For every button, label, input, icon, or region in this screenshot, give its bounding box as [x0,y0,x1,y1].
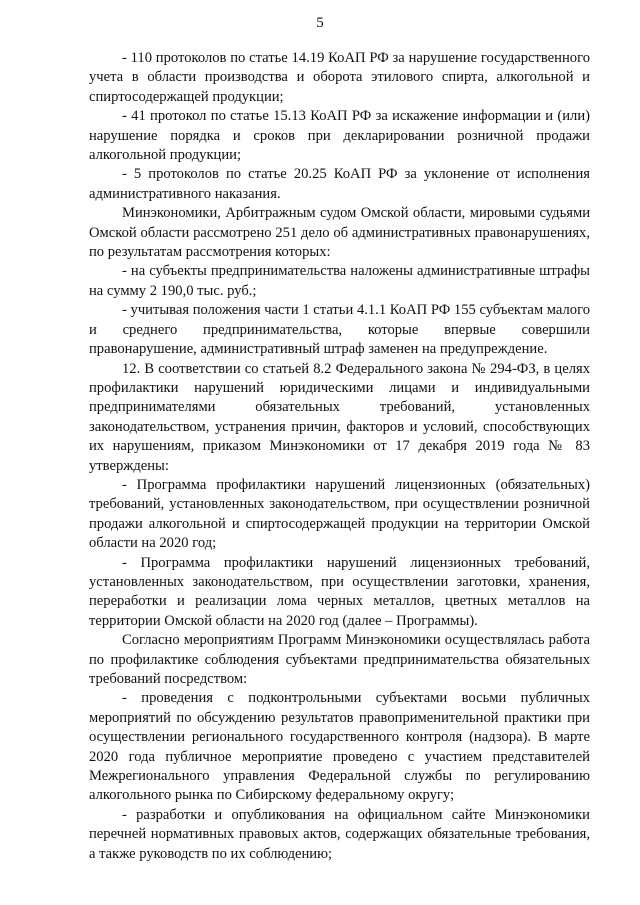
paragraph-protocols-15-13: - 41 протокол по статье 15.13 КоАП РФ за искажение информации и (или) нарушение порядка и сроков при декларировании розничной продажи алкогольной продукции; [89,108,590,164]
paragraph-warnings-issued: - учитывая положения части 1 статьи 4.1.1 КоАП РФ 155 субъектам малого и среднего предпринимательства, которые впервые совершили правонарушение, административный штраф заменен на предупреждение. [89,302,590,358]
paragraph-program-scrap-metal: - Программа профилактики нарушений лицензионных требований, установленных законодательством, при осуществлении заготовки, хранения, переработки и реализации лома черных металлов, цветных металлов на территории Омской области на 2020 год (далее – Программы). [89,554,590,629]
paragraph-section-12: 12. В соответствии со статьей 8.2 Федерального закона № 294-ФЗ, в целях профилактики нарушений юридическими лицами и индивидуальными предпринимателями обязательных требований, установленных законодательством, устранения причин, факторов и условий, способствующих их нарушениям, приказом Минэкономики от 17 декабря 2019 года № 83 утверждены: [89,360,590,474]
paragraph-program-measures: Согласно мероприятиям Программ Минэкономики осуществлялась работа по профилактике соблюдения субъектами предпринимательства обязательных требований посредством: [89,632,590,687]
paragraph-fines-imposed: - на субъекты предпринимательства наложены административные штрафы на сумму 2 190,0 тыс. руб.; [89,263,590,299]
paragraph-public-events: - проведения с подконтрольными субъектами восьми публичных мероприятий по обсуждению результатов правоприменительной практики при осуществлении регионального государственного контроля (надзора). В марте 2020 года публичное мероприятие проведено с участием представителей Межрегионального управления Федеральной службы по регулированию алкогольного рынка по Сибирскому федеральному округу; [89,690,590,804]
paragraph-protocols-14-19: - 110 протоколов по статье 14.19 КоАП РФ за нарушение государственного учета в области производства и оборота этилового спирта, алкогольной и спиртосодержащей продукции; [89,50,590,105]
paragraph-cases-reviewed: Минэкономики, Арбитражным судом Омской области, мировыми судьями Омской области рассмотрено 251 дело об административных правонарушениях, по результатам рассмотрения которых: [89,205,590,261]
page-number: 5 [316,15,324,31]
paragraph-protocols-20-25: - 5 протоколов по статье 20.25 КоАП РФ за уклонение от исполнения административного наказания. [89,166,590,202]
document-body [89,49,590,864]
paragraph-publications: - разработки и опубликования на официальном сайте Минэкономики перечней нормативных правовых актов, содержащих обязательные требования, а также руководств по их соблюдению; [89,806,590,862]
paragraph-program-alcohol: - Программа профилактики нарушений лицензионных (обязательных) требований, установленных законодательством, при осуществлении розничной продажи алкогольной и спиртосодержащей продукции на территории Омской области на 2020 год; [89,476,590,552]
